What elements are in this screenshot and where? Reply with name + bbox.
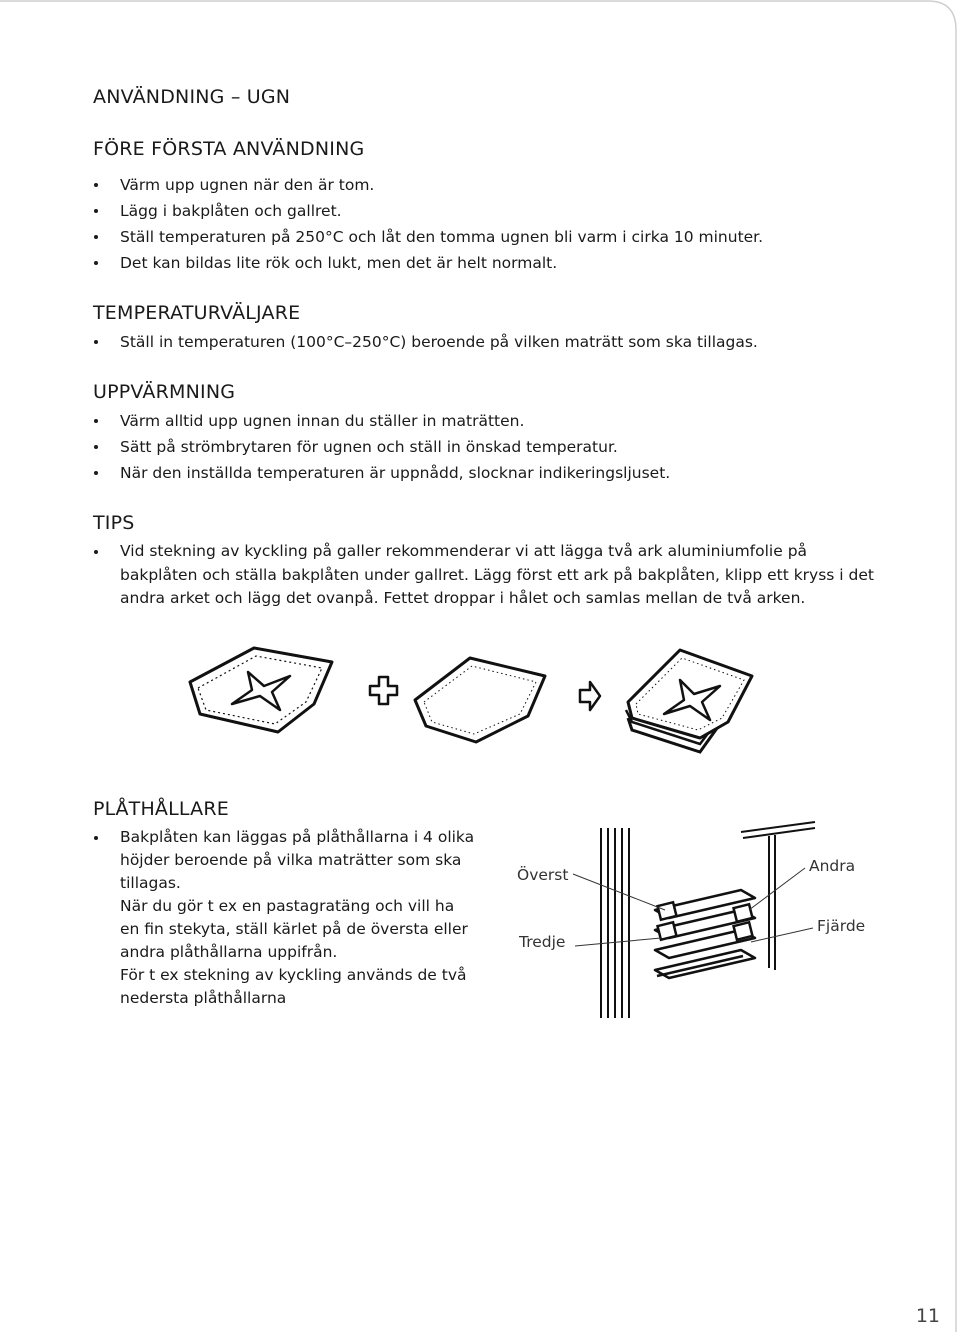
list-item: Sätt på strömbrytaren för ugnen och ställ in önskad temperatur. — [93, 434, 670, 460]
label-overst: Överst — [517, 866, 569, 884]
label-fjarde: Fjärde — [817, 917, 866, 935]
text-line: tillagas. — [120, 874, 181, 892]
list-temperaturvaljare — [93, 329, 758, 355]
label-tredje: Tredje — [519, 933, 566, 951]
label-andra: Andra — [809, 857, 856, 875]
text-line: en fin stekyta, ställ kärlet på de översta eller — [120, 920, 468, 938]
foil-illustration — [180, 630, 760, 760]
list-item: Lägg i bakplåten och gallret. — [93, 198, 763, 224]
list-item: Ställ in temperaturen (100°C–250°C) beroende på vilken maträtt som ska tillagas. — [93, 329, 758, 355]
heading-uppvarmning: UPPVÄRMNING — [93, 381, 236, 403]
heading-fore-forsta: FÖRE FÖRSTA ANVÄNDNING — [93, 138, 365, 160]
rack-wall — [601, 828, 629, 1018]
arrow-right-icon — [580, 682, 600, 710]
foil-sheet-stacked — [626, 650, 752, 752]
heading-temperaturvaljare: TEMPERATURVÄLJARE — [93, 302, 301, 324]
shelf-rack-diagram — [505, 818, 885, 1028]
plathallare-text — [93, 826, 513, 1010]
list-item: Ställ temperaturen på 250°C och låt den tomma ugnen bli varm i cirka 10 minuter. — [93, 224, 763, 250]
text-line: nedersta plåthållarna — [120, 989, 287, 1007]
foil-sheet-cut — [190, 648, 332, 732]
text-line: andra plåthållarna uppifrån. — [120, 943, 338, 961]
heading-plathallare: PLÅTHÅLLARE — [93, 798, 229, 820]
list-uppvarmning — [93, 408, 670, 486]
foil-sheet-plain — [415, 658, 545, 742]
page-title: ANVÄNDNING – UGN — [93, 86, 291, 108]
list-item: Det kan bildas lite rök och lukt, men det är helt normalt. — [93, 250, 763, 276]
list-item: När den inställda temperaturen är uppnådd, slocknar indikeringsljuset. — [93, 460, 670, 486]
page-number: 11 — [915, 1305, 940, 1327]
heading-tips: TIPS — [93, 512, 135, 534]
text-line: Bakplåten kan läggas på plåthållarna i 4 olika — [120, 828, 475, 846]
list-item: Värm alltid upp ugnen innan du ställer in maträtten. — [93, 408, 670, 434]
list-fore-forsta — [93, 172, 763, 276]
list-tips — [93, 540, 880, 611]
text-line: För t ex stekning av kyckling används de två — [120, 966, 467, 984]
list-item: Värm upp ugnen när den är tom. — [93, 172, 763, 198]
text-line: När du gör t ex en pastagratäng och vill ha — [120, 897, 455, 915]
text-line: höjder beroende på vilka maträtter som ska — [120, 851, 462, 869]
plus-icon — [370, 677, 397, 704]
bullet-dot — [94, 836, 98, 840]
list-item: Vid stekning av kyckling på galler rekommenderar vi att lägga två ark aluminiumfolie på bakplåten och ställa bakplåten under gallret. Lägg först ett ark på bakplåten, klipp ett kryss i det andra arket och lägg det ovanpå. Fettet droppar i hålet och samlas mellan de två arken. — [93, 540, 880, 611]
